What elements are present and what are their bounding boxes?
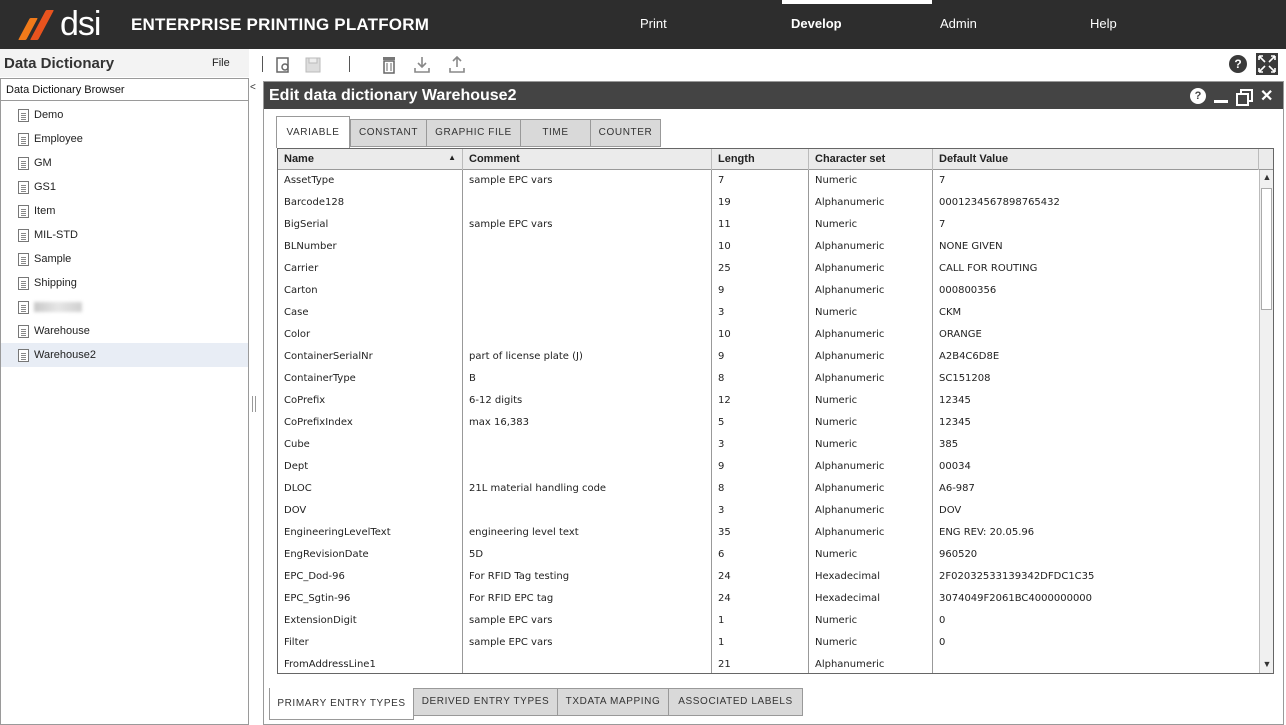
dsi-logo <box>16 6 100 42</box>
cell-length: 24 <box>718 571 731 582</box>
table-row[interactable] <box>278 566 1259 588</box>
cell-comment: engineering level text <box>469 527 579 538</box>
cell-name: Carrier <box>284 263 319 274</box>
restore-icon[interactable] <box>1236 89 1250 103</box>
cell-comment <box>463 654 711 674</box>
scrollbar-thumb[interactable] <box>1261 188 1272 310</box>
cell-default-value: A6-987 <box>939 483 975 494</box>
tab-primary-entry-types[interactable]: PRIMARY ENTRY TYPES <box>269 688 414 720</box>
cell-default-value: CALL FOR ROUTING <box>939 263 1038 274</box>
cell-default-value: 385 <box>939 439 959 450</box>
toolbar-separator <box>262 56 263 72</box>
data-dictionary-browser <box>0 78 249 725</box>
cell-length: 9 <box>718 285 725 296</box>
vertical-scrollbar[interactable] <box>1259 170 1273 674</box>
edit-dictionary-window <box>263 81 1284 725</box>
cell-character-set: Hexadecimal <box>815 593 880 604</box>
cell-length: 12 <box>718 395 731 406</box>
column-header-default-value[interactable]: Default Value <box>933 149 1259 170</box>
tree-item-label: GS1 <box>34 181 57 193</box>
window-title: Edit data dictionary Warehouse2 <box>269 87 517 104</box>
tree-item-label: Demo <box>34 109 64 121</box>
table-row[interactable] <box>278 456 1259 478</box>
tree-item-label: Shipping <box>34 277 77 289</box>
import-icon[interactable] <box>412 55 432 75</box>
cell-default-value: 2F02032533139342DFDC1C35 <box>939 571 1095 582</box>
help-icon[interactable]: ? <box>1229 55 1247 73</box>
splitter-handle[interactable] <box>252 396 256 412</box>
cell-name: BLNumber <box>284 241 337 252</box>
table-header <box>278 149 1273 170</box>
cell-length: 19 <box>718 197 731 208</box>
cell-name: AssetType <box>284 175 335 186</box>
tree-item[interactable] <box>1 103 248 127</box>
table-row[interactable] <box>278 500 1259 522</box>
cell-name: Carton <box>284 285 318 296</box>
cell-default-value: NONE GIVEN <box>939 241 1003 252</box>
cell-name: EPC_Dod-96 <box>284 571 345 582</box>
cell-length: 10 <box>718 329 731 340</box>
cell-comment: part of license plate (J) <box>469 351 583 362</box>
toolbar-separator <box>349 56 350 72</box>
cell-character-set: Numeric <box>815 615 858 626</box>
table-row[interactable] <box>278 412 1259 434</box>
cell-character-set: Alphanumeric <box>815 659 885 670</box>
app-title: ENTERPRISE PRINTING PLATFORM <box>131 15 430 34</box>
cell-length: 8 <box>718 373 725 384</box>
table-row[interactable] <box>278 368 1259 390</box>
tree-item[interactable] <box>1 199 248 223</box>
cell-name: Case <box>284 307 309 318</box>
tab-constant[interactable]: CONSTANT <box>350 119 427 147</box>
tree-item-label: GM <box>34 157 52 169</box>
scroll-down-icon[interactable]: ▼ <box>1262 659 1272 669</box>
cell-default-value: CKM <box>939 307 962 318</box>
minimize-icon[interactable] <box>1214 100 1228 103</box>
cell-default-value: 12345 <box>939 395 971 406</box>
document-icon <box>18 325 29 338</box>
sidebar-header <box>0 49 249 77</box>
cell-character-set: Alphanumeric <box>815 197 885 208</box>
nav-print[interactable]: Print <box>640 16 667 31</box>
table-row[interactable] <box>278 478 1259 500</box>
tab-variable[interactable]: VARIABLE <box>276 116 350 148</box>
tree-item[interactable] <box>1 223 248 247</box>
new-document-icon[interactable] <box>273 55 293 75</box>
document-icon <box>18 205 29 218</box>
save-icon[interactable] <box>303 55 323 75</box>
cell-name: EngRevisionDate <box>284 549 369 560</box>
cell-comment: max 16,383 <box>469 417 529 428</box>
document-icon <box>18 349 29 362</box>
table-row[interactable] <box>278 390 1259 412</box>
tree-item[interactable] <box>1 127 248 151</box>
column-header-comment[interactable]: Comment <box>463 149 712 170</box>
cell-length: 7 <box>718 175 725 186</box>
cell-character-set: Alphanumeric <box>815 527 885 538</box>
cell-length: 6 <box>718 549 725 560</box>
cell-name: FromAddressLine1 <box>284 659 376 670</box>
cell-name: Dept <box>284 461 309 472</box>
tree-item-label: Sample <box>34 253 72 265</box>
window-help-icon[interactable]: ? <box>1190 88 1206 104</box>
document-icon <box>18 277 29 290</box>
cell-name: ExtensionDigit <box>284 615 357 626</box>
tab-associated-labels[interactable]: ASSOCIATED LABELS <box>668 688 803 716</box>
tree-item-label: Employee <box>34 133 83 145</box>
tree-item[interactable] <box>1 343 248 367</box>
cell-name: BigSerial <box>284 219 329 230</box>
document-icon <box>18 181 29 194</box>
cell-comment: B <box>469 373 476 384</box>
tree-item-label: MIL-STD <box>34 229 78 241</box>
tree-item[interactable] <box>1 151 248 175</box>
table-row[interactable] <box>278 302 1259 324</box>
window-titlebar <box>264 82 1283 109</box>
document-icon <box>18 229 29 242</box>
document-icon <box>18 157 29 170</box>
tree-item-label: Warehouse <box>34 325 90 337</box>
cell-default-value: 960520 <box>939 549 978 560</box>
cell-comment: sample EPC vars <box>469 637 553 648</box>
variables-table <box>277 148 1274 674</box>
cell-character-set: Numeric <box>815 637 858 648</box>
table-row[interactable] <box>278 236 1259 258</box>
nav-active-indicator <box>782 0 932 4</box>
cell-default-value: 000800356 <box>939 285 997 296</box>
cell-character-set: Alphanumeric <box>815 483 885 494</box>
cell-default-value: 3074049F2061BC4000000000 <box>939 593 1093 604</box>
collapse-panel-icon[interactable]: < <box>250 82 256 93</box>
cell-comment <box>463 258 711 280</box>
cell-comment: For RFID EPC tag <box>469 593 554 604</box>
tab-time[interactable]: TIME <box>520 119 591 147</box>
cell-length: 10 <box>718 241 731 252</box>
cell-name: Color <box>284 329 311 340</box>
cell-default-value: 7 <box>939 219 946 230</box>
cell-comment <box>463 456 711 478</box>
tree-item-label: Warehouse2 <box>34 349 96 361</box>
cell-character-set: Alphanumeric <box>815 373 885 384</box>
delete-icon[interactable] <box>379 55 399 75</box>
tab-counter[interactable]: COUNTER <box>590 119 661 147</box>
cell-name: CoPrefix <box>284 395 326 406</box>
cell-length: 8 <box>718 483 725 494</box>
cell-name: Cube <box>284 439 310 450</box>
sidebar-title: Data Dictionary <box>4 55 115 72</box>
cell-name: EPC_Sgtin-96 <box>284 593 351 604</box>
redacted-label <box>34 302 82 312</box>
cell-name: Barcode128 <box>284 197 345 208</box>
cell-comment: 6-12 digits <box>469 395 523 406</box>
cell-character-set: Alphanumeric <box>815 329 885 340</box>
table-row[interactable] <box>278 170 1259 192</box>
cell-comment <box>463 280 711 302</box>
table-row[interactable] <box>278 654 1259 674</box>
cell-length: 1 <box>718 637 725 648</box>
cell-default-value <box>933 654 1259 674</box>
top-bar <box>0 0 1286 49</box>
cell-character-set: Numeric <box>815 175 858 186</box>
cell-name: EngineeringLevelText <box>284 527 391 538</box>
cell-character-set: Numeric <box>815 395 858 406</box>
cell-length: 11 <box>718 219 731 230</box>
cell-character-set: Numeric <box>815 417 858 428</box>
document-icon <box>18 109 29 122</box>
document-icon <box>18 301 29 314</box>
cell-default-value: ENG REV: 20.05.96 <box>939 527 1035 538</box>
cell-length: 24 <box>718 593 731 604</box>
cell-length: 9 <box>718 461 725 472</box>
cell-comment: 5D <box>469 549 484 560</box>
cell-default-value: 0 <box>939 615 946 626</box>
cell-length: 3 <box>718 307 725 318</box>
tree-item[interactable] <box>1 295 248 319</box>
cell-length: 9 <box>718 351 725 362</box>
table-row[interactable] <box>278 280 1259 302</box>
browser-header: Data Dictionary Browser <box>1 79 248 101</box>
cell-comment: sample EPC vars <box>469 219 553 230</box>
cell-default-value: 7 <box>939 175 946 186</box>
cell-name: DOV <box>284 505 307 516</box>
table-row[interactable] <box>278 610 1259 632</box>
column-header-name[interactable]: Name ▲ <box>278 149 463 170</box>
cell-comment: sample EPC vars <box>469 615 553 626</box>
cell-character-set: Hexadecimal <box>815 571 880 582</box>
table-row[interactable] <box>278 192 1259 214</box>
tree-item-label: Item <box>34 205 56 217</box>
cell-name: DLOC <box>284 483 312 494</box>
cell-length: 35 <box>718 527 731 538</box>
cell-comment: 21L material handling code <box>469 483 607 494</box>
cell-length: 5 <box>718 417 725 428</box>
expand-icon[interactable] <box>1256 53 1278 75</box>
cell-comment <box>463 434 711 456</box>
column-header-character-set[interactable]: Character set <box>809 149 933 170</box>
column-header-length[interactable]: Length <box>712 149 809 170</box>
document-icon <box>18 133 29 146</box>
cell-character-set: Alphanumeric <box>815 263 885 274</box>
cell-default-value: ORANGE <box>939 329 982 340</box>
cell-character-set: Alphanumeric <box>815 505 885 516</box>
export-icon[interactable] <box>447 55 467 75</box>
cell-name: ContainerSerialNr <box>284 351 373 362</box>
table-row[interactable] <box>278 346 1259 368</box>
cell-default-value: 0001234567898765432 <box>939 197 1060 208</box>
cell-length: 3 <box>718 439 725 450</box>
cell-default-value: SC151208 <box>939 373 991 384</box>
sort-ascending-icon: ▲ <box>448 153 456 162</box>
nav-help[interactable]: Help <box>1090 16 1117 31</box>
cell-comment <box>463 236 711 258</box>
tree-item[interactable] <box>1 271 248 295</box>
cell-character-set: Numeric <box>815 439 858 450</box>
table-row[interactable] <box>278 588 1259 610</box>
cell-character-set: Alphanumeric <box>815 461 885 472</box>
cell-character-set: Numeric <box>815 219 858 230</box>
tree-item[interactable] <box>1 175 248 199</box>
cell-name: ContainerType <box>284 373 356 384</box>
cell-character-set: Numeric <box>815 307 858 318</box>
table-row[interactable] <box>278 522 1259 544</box>
table-row[interactable] <box>278 434 1259 456</box>
table-row[interactable] <box>278 214 1259 236</box>
cell-comment <box>463 324 711 346</box>
tab-txdata-mapping[interactable]: TXDATA MAPPING <box>557 688 669 716</box>
table-row[interactable] <box>278 324 1259 346</box>
file-menu[interactable]: File <box>212 57 230 69</box>
scroll-up-icon[interactable]: ▲ <box>1262 172 1272 182</box>
cell-character-set: Numeric <box>815 549 858 560</box>
cell-default-value: 12345 <box>939 417 971 428</box>
toolbar <box>262 50 1286 78</box>
logo-text: dsi <box>60 5 101 43</box>
table-row[interactable] <box>278 632 1259 654</box>
cell-name: CoPrefixIndex <box>284 417 353 428</box>
logo-mark-icon <box>16 8 56 40</box>
tab-graphic-file[interactable]: GRAPHIC FILE <box>426 119 521 147</box>
cell-name: Filter <box>284 637 309 648</box>
nav-admin[interactable]: Admin <box>940 16 977 31</box>
tab-derived-entry-types[interactable]: DERIVED ENTRY TYPES <box>413 688 558 716</box>
nav-develop[interactable]: Develop <box>791 16 842 31</box>
document-icon <box>18 253 29 266</box>
cell-character-set: Alphanumeric <box>815 351 885 362</box>
cell-length: 1 <box>718 615 725 626</box>
cell-character-set: Alphanumeric <box>815 285 885 296</box>
cell-length: 21 <box>718 659 731 670</box>
cell-character-set: Alphanumeric <box>815 241 885 252</box>
table-row[interactable] <box>278 544 1259 566</box>
tree-item[interactable] <box>1 247 248 271</box>
cell-default-value: 00034 <box>939 461 971 472</box>
cell-comment <box>463 500 711 522</box>
table-row[interactable] <box>278 258 1259 280</box>
close-icon[interactable]: ✕ <box>1260 88 1274 105</box>
cell-length: 25 <box>718 263 731 274</box>
cell-length: 3 <box>718 505 725 516</box>
cell-comment: For RFID Tag testing <box>469 571 570 582</box>
cell-comment: sample EPC vars <box>469 175 553 186</box>
cell-default-value: DOV <box>939 505 962 516</box>
cell-default-value: A2B4C6D8E <box>939 351 1000 362</box>
cell-comment <box>463 192 711 214</box>
cell-default-value: 0 <box>939 637 946 648</box>
cell-comment <box>463 302 711 324</box>
tree-item[interactable] <box>1 319 248 343</box>
